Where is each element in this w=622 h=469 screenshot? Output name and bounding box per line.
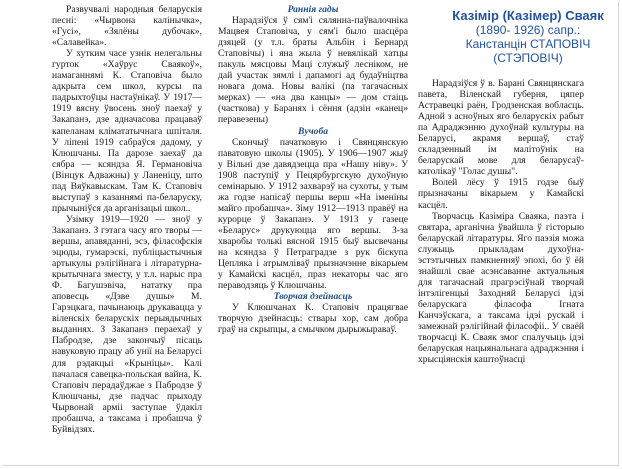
paragraph: Развучвалі народныя беларускія песні: «Чырвона калінычка», «Гусі», «Зялёны дубочак», «Салавейка». — [52, 4, 202, 49]
paragraph: Нарадзіўся ў сям'і сялянна-паўвалочніка Мацвея Стаповіча, у сям'і было шасцёра дзяцей (у т.л. браты Альбін і Бернард Стаповічы) і яна жыла ў невялікай хатцы пакуль мясцовы Маці служыў лесніком, не дай участак зямлі і дапамогі ад будаўніцтва новага дома. Новы валікі (па тагачасных мерках) — «на два канцы» — дом стаіць (часткова) у Баранях і сёння (адзін «канец» перавезены) — [218, 15, 408, 126]
paragraph: У хутким часе узнік нелегальны гурток «Хаўрус Сваякоў», намаганнямі К. Стаповіча было адкрыта сем школ, курсы па падрыхтоўцы настаўнікаў. У 1917—1919 вясну ўвосень зноў паехаў у Закапанэ, дзе адначасова працаваў капеланам клімататычнага шпіталя. У ліпені 1919 сабраўся дадому, у Клюшчаны. Па дарозе заехаў да сябра — ксяндза Я. Германовіча (Вінцук Адважны) у Ланеніцу, што пад Вяўкавыскам. Там К. Стаповіч выступаў з казаннямі па-беларуску, прычыніўся да арганізацыі школ.. — [52, 48, 202, 214]
page-title — [436, 9, 620, 65]
paragraph: Узімку 1919—1920 — зноў у Закапанэ. З гэтага часу яго творы — вершы, апавяданні, эсэ, філасофскія эцюды, гумарэскі, публіцыстычныя артыкулы рэлігійнага і літаратурна-крытычнага зместу, у т.л. нарыс пра Ф. Багушэвіча, нататку пра аповесць «Дзве душы» М. Гарэцкага, пачынаюць друкавацца у віленскіх беларускіх перыядычных выданнях. З Закапанэ пераехаў у Пабродзе, дзе закончыў пісаць навуковую працу аб унії на Беларусі для рэдакцыі «Крыніцы». Калі пачалася савецка-польская вайна, К. Стаповіч перадаўджае з Пабродзе ў Клюшчаны, дзе падчас прыходу Чырвонай арміі заступае ўдакіл пробашча, а таксама і пробашча ў Буйвідзях. — [52, 213, 202, 435]
title-name: Казімір (Казімер) Сваяк — [452, 8, 604, 23]
paragraph: Нарадзіўся ў в. Барані Свянцянскага павета, Віленскай губерня, цяпер Астравецкі раён, Гродзенская вобласць. Адной з асноўных яго беларускіх рабыт па Адраджэнню духоўнай культуры на Беларусі, акрамя вершаў, стаў складзенный ім малітоўнік на беларускай мове для беларусаў-католікаў "Голас душы". — [418, 78, 584, 178]
section-heading: Вучоба — [297, 125, 329, 137]
paragraph: Скончыў пачатковую і Свянцянскую паватовую школы (1905). У 1906—1907 жыў у Вільні дзе давядзецца пра «Нашу ніву». У 1908 паступіў у Пецярбургскую духоўную семінарыю. У 1912 захварэў на сухоты, у тым жа годзе напісаў першы верш «На іменіны майго пробашча». Зіму 1912—1913 правёў на курорце ў Закапанэ. У 1913 у газеце «Беларус» друкуюцца яго вершы. З-за хваробы толькі вясной 1915 быў высвечаны на ксяндза ў Петраградзе з рук біскупа Цепляка і атрымліваў прызначэнне вікарыем у Камайскі касцёл, праз некаторы час яго пераводзяць ў Клюшчаны. — [218, 136, 408, 292]
paragraph: Волей лёсу ў 1915 годзе быў прызначаны вікарыем у Камайскі касцёл. — [418, 177, 584, 211]
title-pseudonym-alt: (СТЭПОВІЧ) — [493, 51, 563, 65]
paragraph: У Клюшчанах К. Стаповіч працягвае творчую дзейнасць: ствары хор, сам добра граў на скрыпцы, а смычком дырыжыраваў. — [218, 302, 408, 336]
section-heading: Творчая дзейнасць — [273, 291, 353, 303]
title-years: (1890- 1926) сапр.: — [475, 23, 581, 37]
middle-column — [218, 4, 408, 335]
right-column — [418, 78, 584, 365]
section-heading: Раннія гады — [287, 4, 339, 15]
paragraph: Творчасць Казіміра Сваяка, паэта і святара, арганічна ўвайшла ў гісторыю беларускай літаратуры. Яго паэзія можа служыць прыкладам духоўна-эстэтычных памкненняў эпохі, бо ў ёй знайшлі свае асэнсаванне актуальныя для тагачаснай прагрэсіўнай творчай інтэлігенцыі Заходняй Беларусі ідэі беларускага філасофа Ігната Канчэўскага, а таксама ідэі рускай і замежнай рэлігійнай філасофіі.. У сваёй творчасці К. Сваяк змог спалучыць ідэі беларуская нацыянальнага адраджэння і хрысціянскія каштоўнасці — [418, 210, 584, 366]
left-column — [52, 4, 202, 435]
title-pseudonym: Канстанцін СТАПОВІЧ — [465, 37, 591, 51]
